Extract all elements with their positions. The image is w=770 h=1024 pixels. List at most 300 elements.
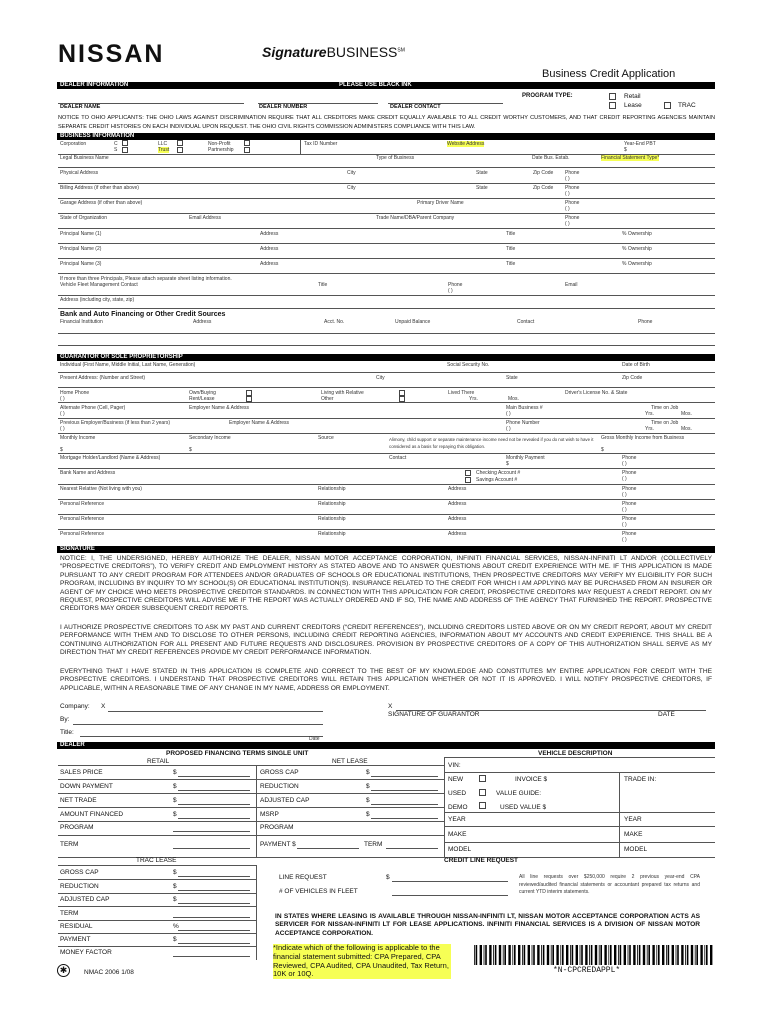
corp-c-checkbox[interactable] xyxy=(122,140,128,146)
retail-column-heading: RETAIL xyxy=(147,758,170,765)
dealer-contact-label: DEALER CONTACT xyxy=(390,104,441,110)
garage-address-label: Garage Address (if other than above) xyxy=(60,200,143,206)
prev-phone-number-label: Phone Number xyxy=(506,420,540,426)
barcode-stripe xyxy=(618,945,619,965)
employer-name-label: Employer Name & Address xyxy=(189,405,250,411)
trac-row-4 xyxy=(58,920,256,921)
row-line-billing xyxy=(58,198,715,199)
billing-phone-paren: ( ) xyxy=(565,191,570,197)
trust-checkbox[interactable] xyxy=(177,147,183,153)
nissan-logo: NISSAN xyxy=(58,40,165,68)
gross-cap-line[interactable] xyxy=(371,776,438,777)
barcode-stripe xyxy=(566,945,568,965)
physical-city-label: City xyxy=(347,170,356,176)
net-trade-dollar: $ xyxy=(173,797,177,804)
checking-account-label: Checking Account # xyxy=(476,470,521,476)
fleet-contact-label: Vehicle Fleet Management Contact xyxy=(60,282,138,288)
g-state-label: State xyxy=(506,375,518,381)
row-line-legal xyxy=(58,167,715,168)
barcode-stripe xyxy=(560,945,561,965)
lived-mos-label: Mos. xyxy=(508,396,519,402)
program-type-label: PROGRAM TYPE: xyxy=(522,93,573,99)
barcode-stripe xyxy=(643,945,645,965)
num-vehicles-label: # OF VEHICLES IN FLEET xyxy=(279,888,358,895)
barcode-stripe xyxy=(533,945,535,965)
bank-unpaid-label: Unpaid Balance xyxy=(395,319,431,325)
trac-term-label: TERM xyxy=(60,910,79,917)
home-phone-paren: ( ) xyxy=(60,396,65,402)
signature-business-logo xyxy=(262,44,405,60)
trac-residual-pct: % xyxy=(173,923,179,930)
prev-time-on-job-label: Time on Job xyxy=(651,420,679,426)
principal-3-title-label: Title xyxy=(506,261,516,267)
barcode-stripe xyxy=(514,945,516,965)
barcode-stripe xyxy=(639,945,641,965)
row-line-p2 xyxy=(58,258,715,259)
relative-relationship-label: Relationship xyxy=(318,486,346,492)
trac-header-line xyxy=(58,865,256,866)
principal-1-ownership-label: % Ownership xyxy=(622,231,652,237)
barcode-stripe xyxy=(668,945,670,965)
line-request-line[interactable] xyxy=(392,881,508,882)
trac-payment-dollar: $ xyxy=(173,936,177,943)
prev-employer-paren: ( ) xyxy=(60,426,65,432)
g-row-line-5 xyxy=(58,433,715,434)
barcode-icon xyxy=(474,945,714,965)
barcode-stripe xyxy=(572,945,574,965)
reduction-dollar: $ xyxy=(366,783,370,790)
tax-id-label: Tax ID Number xyxy=(304,141,338,147)
barcode-stripe xyxy=(551,945,552,965)
msrp-label: MSRP xyxy=(260,811,279,818)
proposed-terms-heading: PROPOSED FINANCING TERMS SINGLE UNIT xyxy=(166,750,309,757)
principal-2-address-label: Address xyxy=(260,246,279,252)
dob-label: Date of Birth xyxy=(622,362,650,368)
business-word: BUSINESS xyxy=(326,44,398,60)
net-trade-label: NET TRADE xyxy=(60,797,97,804)
monthly-payment-dollar: $ xyxy=(506,461,509,467)
msrp-dollar: $ xyxy=(366,811,370,818)
trac-gross-cap-line[interactable] xyxy=(178,876,250,877)
rent-lease-label: Rent/Lease xyxy=(189,396,215,402)
trac-adjusted-cap-dollar: $ xyxy=(173,896,177,903)
barcode-stripe xyxy=(614,945,616,965)
legal-business-name-label: Legal Business Name xyxy=(60,155,109,161)
income-source-label: Source xyxy=(318,435,334,441)
barcode-stripe xyxy=(570,945,571,965)
relative-address-label: Address xyxy=(448,486,467,492)
barcode-stripe xyxy=(562,945,564,965)
lease-option-label: Lease xyxy=(624,102,642,109)
savings-checkbox[interactable] xyxy=(465,477,471,483)
credit-references-paragraph: I AUTHORIZE PROSPECTIVE CREDITORS TO ASK MY PAST AND CURRENT CREDITORS (“CREDIT REFERENCES”), INCLUDING CREDITORS LISTED ABOVE OR ON MY CREDIT REPORT, ABOUT MY CREDIT PERFORMANCE WITH THEM AND TO DISCLOSE TO OTHER PERSONS, INCLUDING CREDIT REPORTING AGENCIES, INFORMATION ABOUT MY ACCOUNTS AND CREDIT EXPERIENCE. THIS SHALL BE A CONTINUING AUTHORIZATION FOR ALL PRESENT AND FUTURE REQUESTS AND DISCLOSURES. PROVISION BY PROSPECTIVE CREDITORS OF A COPY OF THIS AUTHORIZATION SHALL SERVE AS MY DIRECTION THAT MY CREDIT REFERENCES PROVIDE MY CREDIT PERFORMANCE INFORMATION. xyxy=(60,624,712,657)
dealer-name-label: DEALER NAME xyxy=(60,104,101,110)
year-end-pbt-dollar: $ xyxy=(624,147,627,153)
more-principals-note: If more than three Principals, Please attach separate sheet listing information. xyxy=(60,276,232,282)
trac-residual-line[interactable] xyxy=(178,930,250,931)
dealer-bar: DEALER xyxy=(57,742,715,749)
retail-row-2 xyxy=(58,793,256,794)
trac-gross-cap-label: GROSS CAP xyxy=(60,869,99,876)
type-of-business-label: Type of Business xyxy=(376,155,415,161)
billing-zip-label: Zip Code xyxy=(533,185,554,191)
time-on-job-yrs: Yrs. xyxy=(645,411,654,417)
barcode-stripe xyxy=(508,945,510,965)
financial-statement-footnote: *Indicate which of the following is applicable to the financial statement submitted: CPA Prepared, CPA Reviewed, CPA Audited, CPA Unaudited, Tax Return, 10K or 10Q. xyxy=(273,944,451,979)
partnership-checkbox[interactable] xyxy=(244,147,250,153)
reduction-label: REDUCTION xyxy=(260,783,299,790)
date-established-label: Date Bus. Estab. xyxy=(532,155,570,161)
vehicle-row-2 xyxy=(444,812,715,813)
barcode-stripe xyxy=(608,945,609,965)
barcode-stripe xyxy=(581,945,583,965)
row-line-p3 xyxy=(58,273,715,274)
nearest-relative-label: Nearest Relative (Not living with you) xyxy=(60,486,142,492)
barcode-stripe xyxy=(647,945,648,965)
main-business-label: Main Business # xyxy=(506,405,543,411)
barcode-stripe xyxy=(637,945,638,965)
ref-2-phone-label: Phone xyxy=(622,516,637,522)
retail-row-4 xyxy=(58,821,256,822)
bank-phone-paren-g: ( ) xyxy=(622,476,627,482)
reduction-line[interactable] xyxy=(371,790,438,791)
new-checkbox[interactable] xyxy=(479,775,486,782)
barcode-stripe xyxy=(687,945,689,965)
barcode-stripe xyxy=(633,945,635,965)
net-trade-line[interactable] xyxy=(178,804,250,805)
barcode-stripe xyxy=(518,945,520,965)
amount-financed-line[interactable] xyxy=(178,818,250,819)
barcode-stripe xyxy=(512,945,513,965)
barcode-stripe xyxy=(474,945,475,965)
vehicle-model-label: MODEL xyxy=(448,846,472,853)
mortgage-holder-label: Mortgage Holder/Landlord (Name & Address) xyxy=(60,455,161,461)
physical-state-label: State xyxy=(476,170,488,176)
bank-phone-label: Phone xyxy=(638,319,653,325)
retail-program-label: PROGRAM xyxy=(60,824,94,831)
trac-divider xyxy=(256,865,257,960)
fleet-address-label: Address (including city, state, zip) xyxy=(60,297,135,303)
barcode-stripe xyxy=(580,945,581,965)
alt-phone-paren: ( ) xyxy=(60,411,65,417)
barcode-stripe xyxy=(484,945,485,965)
trac-checkbox[interactable] xyxy=(664,102,671,109)
guarantor-signature-line[interactable] xyxy=(396,710,706,711)
lease-row-5 xyxy=(256,835,444,836)
ref-1-phone-label: Phone xyxy=(622,501,637,507)
garage-phone-paren: ( ) xyxy=(565,206,570,212)
ref-1-relationship-label: Relationship xyxy=(318,501,346,507)
bank-institution-label: Financial Institution xyxy=(60,319,103,325)
g-row-line-4 xyxy=(58,418,715,419)
barcode-stripe xyxy=(532,945,533,965)
vehicle-year-label: YEAR xyxy=(448,816,466,823)
down-payment-dollar: $ xyxy=(173,783,177,790)
invoice-label: INVOICE $ xyxy=(515,776,548,783)
trac-lease-heading: TRAC LEASE xyxy=(136,857,177,864)
principal-1-title-label: Title xyxy=(506,231,516,237)
row-line-p1 xyxy=(58,243,715,244)
barcode-stripe xyxy=(543,945,545,965)
other-label: Other xyxy=(321,396,334,402)
msrp-line[interactable] xyxy=(371,818,438,819)
barcode-stripe xyxy=(696,945,698,965)
barcode-stripe xyxy=(681,945,683,965)
barcode-stripe xyxy=(489,945,491,965)
retail-row-3 xyxy=(58,807,256,808)
by-label: By: xyxy=(60,716,70,723)
completeness-paragraph: EVERYTHING THAT I HAVE STATED IN THIS APPLICATION IS COMPLETE AND CORRECT TO THE BEST OF MY KNOWLEDGE AND CONSTITUTES MY ENTIRE APPLICATION FOR CREDIT WITH THE PROSPECTIVE CREDITORS. I UNDERSTAND THAT PROSPECTIVE CREDITORS WILL RETAIN THIS APPLICATION WHETHER OR NOT IT IS APPROVED. I WILL NOTIFY PROSPECTIVE CREDITORS, IF APPLICABLE, WITHIN A REASONABLE TIME OF ANY CHANGE IN MY NAME, ADDRESS OR EMPLOYMENT. xyxy=(60,668,712,692)
down-payment-line[interactable] xyxy=(178,790,250,791)
present-address-label: Present Address: (Number and Street) xyxy=(60,375,146,381)
money-factor-line[interactable] xyxy=(173,956,250,957)
barcode-stripe xyxy=(685,945,686,965)
barcode-stripe xyxy=(677,945,679,965)
service-mark: SM xyxy=(397,47,405,54)
lease-row-3 xyxy=(256,807,444,808)
g-city-label: City xyxy=(376,375,385,381)
trade-model-label: MODEL xyxy=(624,846,648,853)
corp-s-checkbox[interactable] xyxy=(122,147,128,153)
guarantor-date-label: DATE xyxy=(658,711,675,718)
barcode-stripe xyxy=(700,945,702,965)
demo-checkbox[interactable] xyxy=(479,802,486,809)
used-value-label: USED VALUE $ xyxy=(500,804,547,811)
retail-checkbox[interactable] xyxy=(609,93,616,100)
individual-name-label: Individual (First Name, Middle Initial, Last Name, Generation) xyxy=(60,362,196,368)
time-on-job-label: Time on Job xyxy=(651,405,679,411)
trac-reduction-line[interactable] xyxy=(178,890,250,891)
barcode-stripe xyxy=(658,945,660,965)
partnership-label: Partnership xyxy=(208,147,234,153)
billing-city-label: City xyxy=(347,185,356,191)
llc-checkbox[interactable] xyxy=(177,140,183,146)
ref-1-phone-paren: ( ) xyxy=(622,507,627,513)
trade-make-label: MAKE xyxy=(624,831,643,838)
barcode-stripe xyxy=(695,945,696,965)
barcode-stripe xyxy=(528,945,530,965)
principal-2-title-label: Title xyxy=(506,246,516,252)
g-row-line-3 xyxy=(58,402,715,403)
physical-zip-label: Zip Code xyxy=(533,170,554,176)
g-row-line-6 xyxy=(58,453,715,454)
gross-cap-label: GROSS CAP xyxy=(260,769,299,776)
by-signature-line[interactable] xyxy=(73,724,323,725)
vehicle-make-label: MAKE xyxy=(448,831,467,838)
trac-term-line[interactable] xyxy=(173,917,250,918)
barcode-stripe xyxy=(591,945,593,965)
trac-payment-line[interactable] xyxy=(178,943,250,944)
mortgage-phone-label: Phone xyxy=(622,455,637,461)
barcode-stripe xyxy=(704,945,705,965)
adjusted-cap-dollar: $ xyxy=(366,797,370,804)
signature-notice-paragraph: NOTICE: I, THE UNDERSIGNED, HEREBY AUTHORIZE THE DEALER, NISSAN MOTOR ACCEPTANCE CORPORATION, INFINITI FINANCIAL SERVICES, NISSAN-INFINITI LT AND/OR (COLLECTIVELY “PROSPECTIVE CREDITORS”), TO VERIFY CREDIT AND EMPLOYMENT HISTORY AS STATED ABOVE AND TO ANSWER QUESTIONS ABOUT CREDIT EXPERIENCE WITH ME. IF THIS APPLICATION IS MADE PURSUANT TO ANY CREDIT PROGRAM FOR ATTENDEES AND/OR GRADUATES OF SCHOOLS OR EDUCATIONAL INSTITUTIONS, THEN PROSPECTIVE CREDITORS MAY VERIFY MY ELIGIBILITY FOR SUCH PROGRAM, INCLUDING BY INQUIRY TO MY SCHOOL(S) OR EDUCATIONAL INSTITUTION(S). INSURANCE RELATED TO THE CREDIT FOR WHICH I AM APPLYING MAY BE PURCHASED FROM AN INSURER OR AGENT OF MY CHOICE WHO MEETS PROSPECTIVE CREDITOR STANDARDS. IN CONNECTION WITH THIS APPLICATION FOR CREDIT, PROSPECTIVE CREDITORS MAY REQUEST A CREDIT REPORT. ON MY REQUEST, PROSPECTIVE CREDITORS WILL ADVISE ME IF THE REPORT WAS ACTUALLY ORDERED AND IF SO, THE NAME AND ADDRESS OF THE AGENCY THAT FURNISHED THE REPORT. PROSPECTIVE CREDITORS MAY ORDER SUBSEQUENT CREDIT REPORTS. xyxy=(60,555,712,613)
trade-name-label: Trade Name/DBA/Parent Company xyxy=(376,215,455,221)
lease-payment-line[interactable] xyxy=(297,848,359,849)
bank-contact-label: Contact xyxy=(517,319,535,325)
barcode-stripe xyxy=(541,945,542,965)
lease-row-4 xyxy=(256,821,444,822)
barcode-stripe xyxy=(495,945,497,965)
mortgage-contact-label: Contact xyxy=(389,455,407,461)
g-zip-label: Zip Code xyxy=(622,375,643,381)
barcode-stripe xyxy=(595,945,597,965)
lease-payment-label: PAYMENT $ xyxy=(260,841,296,848)
vehicle-row-3 xyxy=(444,826,715,827)
black-ink-note: PLEASE USE BLACK INK xyxy=(339,82,412,88)
gross-monthly-dollar: $ xyxy=(601,447,604,453)
barcode-stripe xyxy=(552,945,554,965)
barcode-stripe xyxy=(599,945,600,965)
barcode-stripe xyxy=(666,945,667,965)
mortgage-phone-paren: ( ) xyxy=(622,461,627,467)
num-vehicles-line[interactable] xyxy=(392,895,508,896)
trac-residual-label: RESIDUAL xyxy=(60,923,93,930)
signature-of-guarantor-label: SIGNATURE OF GUARANTOR xyxy=(388,711,480,718)
barcode-stripe xyxy=(604,945,606,965)
principal-2-label: Principal Name (2) xyxy=(60,246,102,252)
barcode-stripe xyxy=(610,945,612,965)
g-row-line-10 xyxy=(58,514,715,515)
barcode-stripe xyxy=(628,945,629,965)
vehicle-row-4 xyxy=(444,842,715,843)
prev-time-on-job-yrs: Yrs. xyxy=(645,426,654,432)
checking-checkbox[interactable] xyxy=(465,470,471,476)
company-date-label: Date xyxy=(309,736,320,742)
billing-state-label: State xyxy=(476,185,488,191)
org-phone-paren: ( ) xyxy=(565,221,570,227)
gross-monthly-income-label: Gross Monthly Income from Business xyxy=(601,435,685,441)
fleet-email-label: Email xyxy=(565,282,578,288)
barcode-stripe xyxy=(706,945,708,965)
non-profit-checkbox[interactable] xyxy=(244,140,250,146)
terms-bottom-line xyxy=(58,857,444,858)
bank-row-1[interactable] xyxy=(58,333,715,334)
ref-3-relationship-label: Relationship xyxy=(318,531,346,537)
relative-phone-paren: ( ) xyxy=(622,492,627,498)
bank-name-label: Bank Name and Address xyxy=(60,470,116,476)
title-signature-line[interactable] xyxy=(80,736,323,737)
trac-adjusted-cap-label: ADJUSTED CAP xyxy=(60,896,110,903)
retail-term-label: TERM xyxy=(60,841,79,848)
retail-term-line[interactable] xyxy=(173,848,250,849)
dealer-information-bar xyxy=(57,82,715,89)
barcode-stripe xyxy=(476,945,478,965)
bank-row-2[interactable] xyxy=(58,345,715,346)
company-label: Company: xyxy=(60,703,90,710)
bank-section-heading: Bank and Auto Financing or Other Credit Sources xyxy=(60,311,226,318)
principal-1-label: Principal Name (1) xyxy=(60,231,102,237)
ohio-notice: NOTICE TO OHIO APPLICANTS: THE OHIO LAWS AGAINST DISCRIMINATION REQUIRE THAT ALL CREDITORS MAKE CREDIT EQUALLY AVAILABLE TO ALL CREDIT WORTHY CUSTOMERS, AND THAT CREDIT REPORTING AGENCIES MAINTAIN SEPARATE CREDIT HISTORIES ON EACH INDIVIDUAL UPON REQUEST. THE OHIO CIVIL RIGHTS COMMISSION ADMINISTERS COMPLIANCE WITH THIS LAW. xyxy=(58,115,715,130)
form-title: Business Credit Application xyxy=(542,68,676,80)
company-signature-line[interactable] xyxy=(108,711,323,712)
lease-term-label: TERM xyxy=(364,841,383,848)
barcode-stripe xyxy=(620,945,622,965)
barcode-stripe xyxy=(710,945,712,965)
g-row-line-2 xyxy=(58,387,715,388)
value-guide-label: VALUE GUIDE: xyxy=(496,790,542,797)
prev-time-on-job-mos: Mos. xyxy=(681,426,692,432)
personal-ref-1-label: Personal Reference xyxy=(60,501,105,507)
lease-checkbox[interactable] xyxy=(609,102,616,109)
garage-phone-label: Phone xyxy=(565,200,580,206)
barcode-stripe xyxy=(522,945,523,965)
infiniti-notice: IN STATES WHERE LEASING IS AVAILABLE THROUGH NISSAN-INFINITI LT, NISSAN MOTOR ACCEPTANCE CORPORATION ACTS AS SERVICER FOR NISSAN-INFINITI LT FOR LEASE APPLICATIONS. INFINITI FINANCIAL SERVICES IS A DIVISION OF NISSAN MOTOR ACCEPTANCE CORPORATION. xyxy=(275,913,700,937)
secondary-income-dollar: $ xyxy=(189,447,192,453)
barcode-stripe xyxy=(576,945,578,965)
home-phone-label: Home Phone xyxy=(60,390,90,396)
used-checkbox[interactable] xyxy=(479,789,486,796)
barcode-stripe xyxy=(656,945,657,965)
company-x-mark: X xyxy=(101,703,106,710)
barcode-stripe xyxy=(556,945,558,965)
monthly-income-label: Monthly Income xyxy=(60,435,96,441)
barcode-stripe xyxy=(503,945,504,965)
alimony-note: Alimony, child support or separate maintenance income need not be revealed if you do not wish to have it considered as a basis for repaying this obligation. xyxy=(389,437,594,449)
dealer-header-line xyxy=(58,765,444,766)
ref-2-phone-paren: ( ) xyxy=(622,522,627,528)
trade-in-label: TRADE IN: xyxy=(624,776,657,783)
used-label: USED xyxy=(448,790,467,797)
ref-2-address-label: Address xyxy=(448,516,467,522)
down-payment-label: DOWN PAYMENT xyxy=(60,783,113,790)
financial-statement-type-label: Financial Statement Type* xyxy=(601,155,660,161)
ref-3-phone-paren: ( ) xyxy=(622,537,627,543)
barcode-stripe xyxy=(480,945,482,965)
principal-3-ownership-label: % Ownership xyxy=(622,261,652,267)
barcode-stripe xyxy=(585,945,587,965)
billing-phone-label: Phone xyxy=(565,185,580,191)
adjusted-cap-line[interactable] xyxy=(371,804,438,805)
sales-price-label: SALES PRICE xyxy=(60,769,103,776)
ssn-label: Social Security No. xyxy=(447,362,490,368)
trac-row-2 xyxy=(58,893,256,894)
g-row-line-9 xyxy=(58,499,715,500)
row-line-garage xyxy=(58,213,715,214)
primary-driver-label: Primary Driver Name xyxy=(417,200,464,206)
signature-bar: SIGNATURE xyxy=(57,546,715,553)
sales-price-dollar: $ xyxy=(173,769,177,776)
barcode-stripe xyxy=(600,945,602,965)
sales-price-line[interactable] xyxy=(178,776,250,777)
money-factor-label: MONEY FACTOR xyxy=(60,949,112,956)
physical-phone-label: Phone xyxy=(565,170,580,176)
own-buying-label: Own/Buying xyxy=(189,390,216,396)
trac-reduction-dollar: $ xyxy=(173,883,177,890)
bank-acct-label: Acct. No. xyxy=(324,319,345,325)
dealer-information-heading: DEALER INFORMATION xyxy=(60,82,129,88)
barcode-stripe xyxy=(504,945,506,965)
vin-label: VIN: xyxy=(448,762,461,769)
lease-row-2 xyxy=(256,793,444,794)
trac-row-1 xyxy=(58,879,256,880)
corporation-label: Corporation xyxy=(60,141,87,147)
monthly-income-dollar: $ xyxy=(60,447,63,453)
lease-term-line[interactable] xyxy=(386,848,438,849)
trac-adjusted-cap-line[interactable] xyxy=(178,903,250,904)
trade-in-divider xyxy=(619,772,620,857)
ref-3-phone-label: Phone xyxy=(622,531,637,537)
principal-1-address-label: Address xyxy=(260,231,279,237)
prev-phone-paren: ( ) xyxy=(506,426,511,432)
retail-program-line[interactable] xyxy=(173,831,250,832)
g-row-line-11 xyxy=(58,529,715,530)
trade-year-label: YEAR xyxy=(624,816,642,823)
form-number: NMAC 2006 1/08 xyxy=(84,969,134,976)
time-on-job-mos: Mos. xyxy=(681,411,692,417)
trust-label: Trust xyxy=(158,147,170,153)
barcode-stripe xyxy=(662,945,664,965)
